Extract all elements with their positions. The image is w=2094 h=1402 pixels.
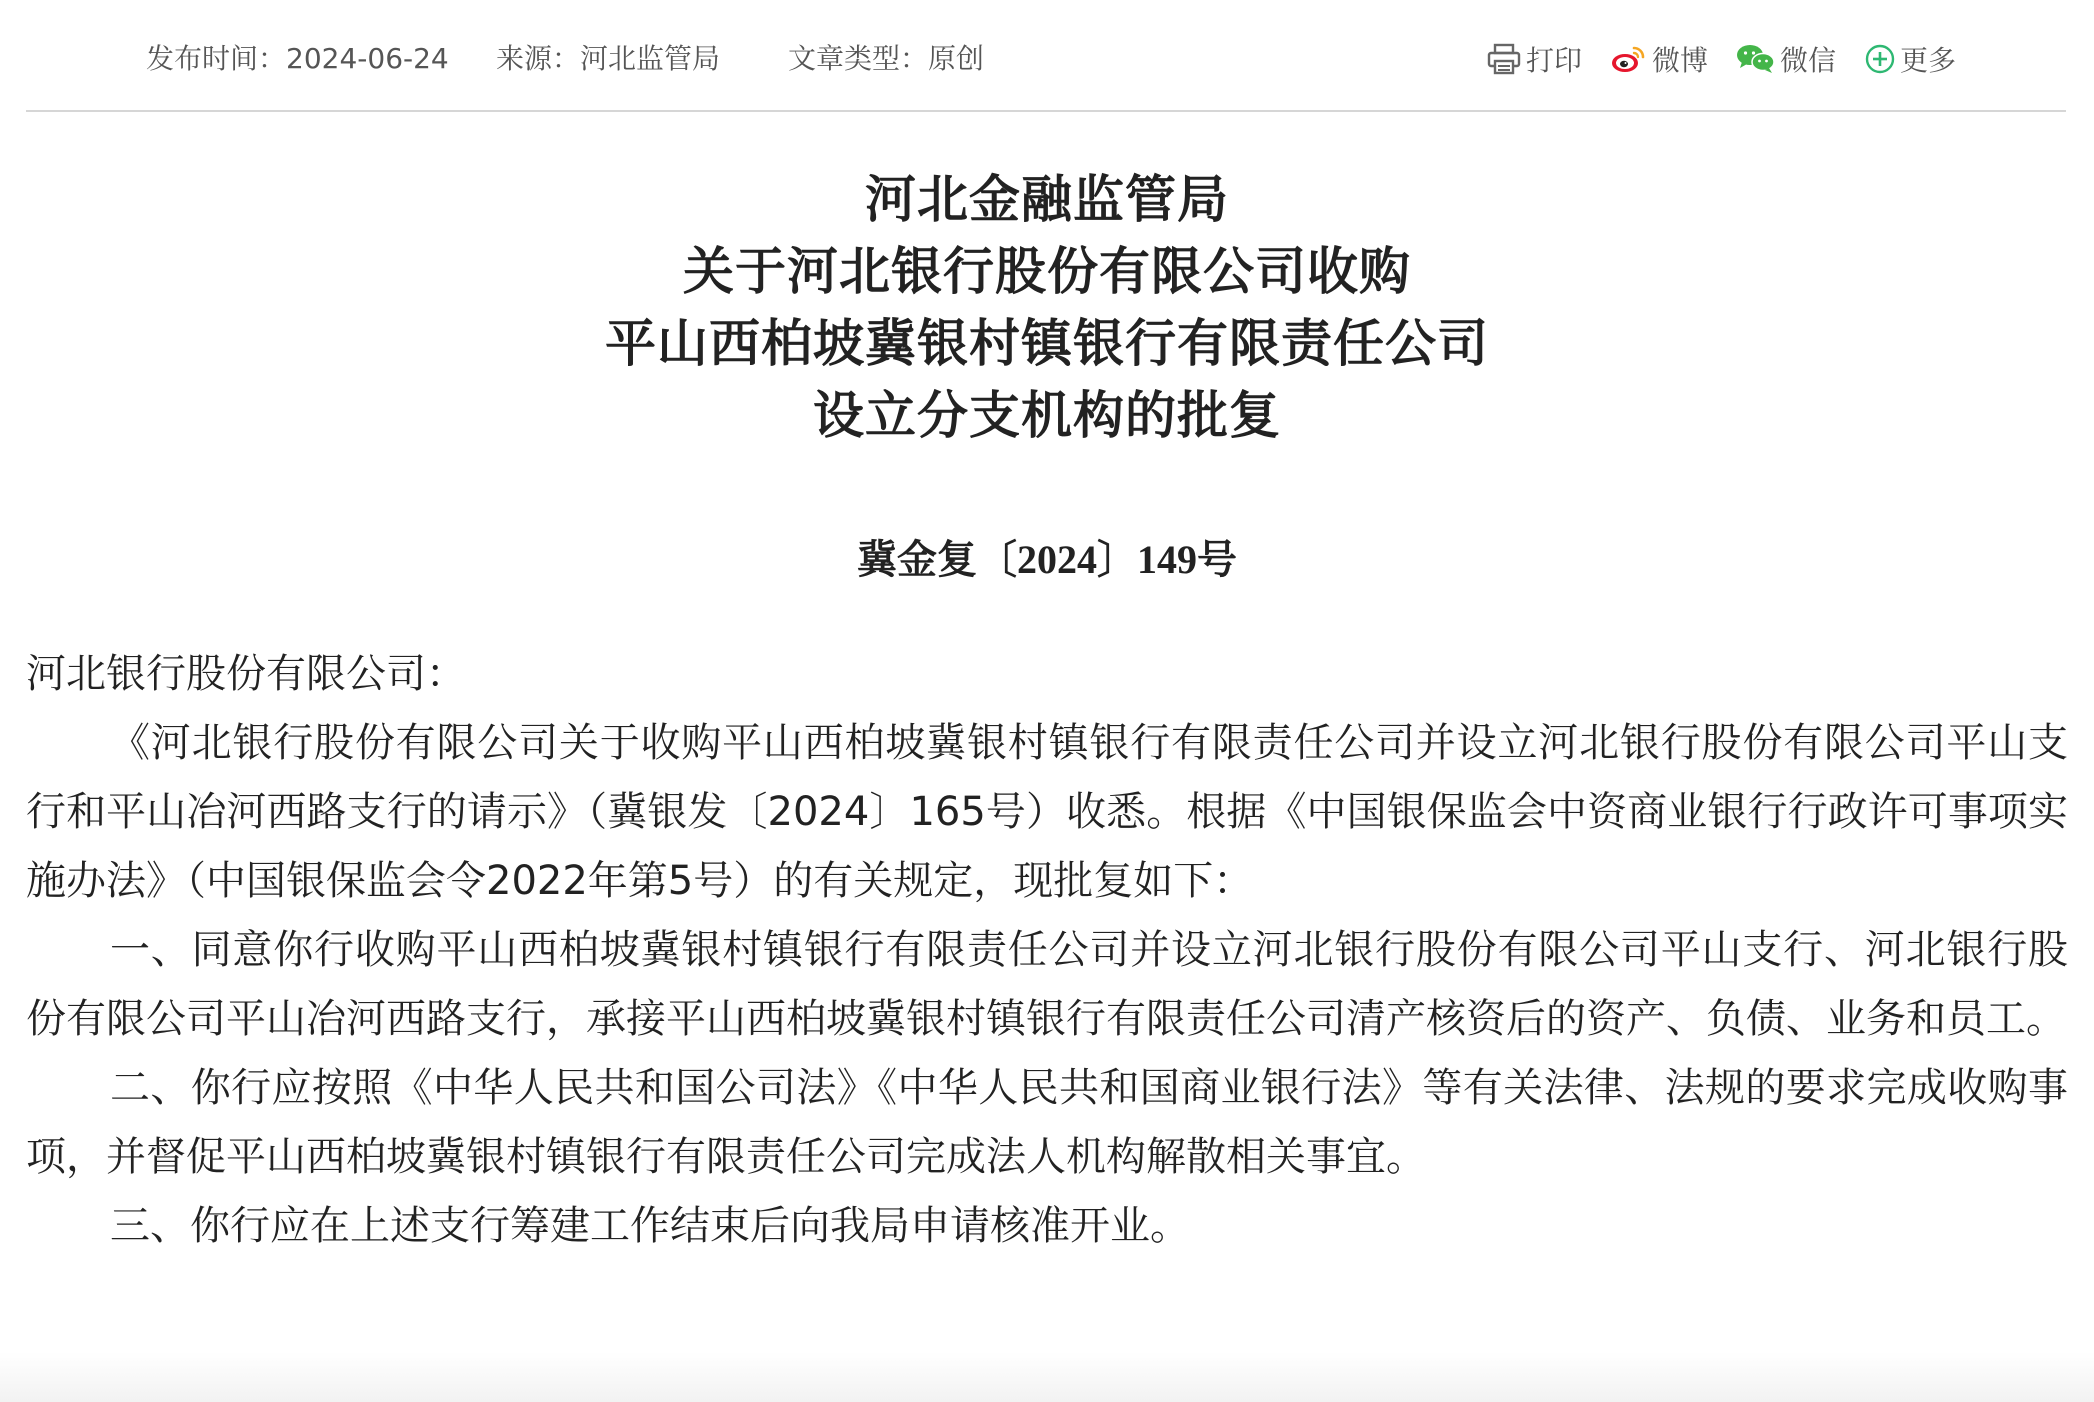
title-line-3: 平山西柏坡冀银村镇银行有限责任公司 <box>604 315 1489 374</box>
body-paragraph: 三、你行应在上述支行筹建工作结束后向我局申请核准开业。 <box>110 1203 1190 1249</box>
wechat-label: 微信 <box>1780 44 1837 77</box>
wechat-icon <box>1736 43 1776 75</box>
print-label: 打印 <box>1526 44 1583 77</box>
article-source <box>496 40 720 78</box>
document-number: 冀金复〔2024〕149号 <box>857 537 1237 582</box>
article-type-label: 文章类型： <box>788 42 929 75</box>
article-source-value: 河北监管局 <box>580 42 721 75</box>
title-line-1: 河北金融监管局 <box>864 171 1229 230</box>
article-title <box>0 165 2094 453</box>
share-toolbar <box>1486 38 1956 80</box>
article-type <box>788 40 984 78</box>
title-line-2: 关于河北银行股份有限公司收购 <box>682 243 1411 302</box>
publish-date-value: 2024-06-24 <box>286 42 449 75</box>
weibo-icon <box>1610 43 1648 75</box>
wechat-share-button[interactable] <box>1736 39 1836 79</box>
title-line-4: 设立分支机构的批复 <box>812 387 1281 446</box>
salutation: 河北银行股份有限公司： <box>26 651 466 697</box>
page-bottom-edge <box>0 1352 2094 1402</box>
more-share-button[interactable] <box>1864 39 1956 79</box>
body-paragraph: 二、你行应按照《中华人民共和国公司法》《中华人民共和国商业银行法》等有关法律、法规的要求完成收购事项，并督促平山西柏坡冀银村镇银行有限责任公司完成法人机构解散相关事宜。 <box>26 1065 2068 1180</box>
body-paragraph: 《河北银行股份有限公司关于收购平山西柏坡冀银村镇银行有限责任公司并设立河北银行股份有限公司平山支行和平山冶河西路支行的请示》（冀银发〔2024〕165号）收悉。根据《中国银保监会中资商业银行行政许可事项实施办法》（中国银保监会令2022年第5号）的有关规定，现批复如下： <box>26 720 2068 904</box>
article-body <box>26 640 2068 1261</box>
print-button[interactable] <box>1486 39 1582 79</box>
more-label: 更多 <box>1900 44 1957 77</box>
plus-circle-icon <box>1864 43 1896 75</box>
weibo-label: 微博 <box>1652 44 1709 77</box>
publish-date-label: 发布时间： <box>146 42 287 75</box>
article-source-label: 来源： <box>496 42 581 75</box>
weibo-share-button[interactable] <box>1610 39 1708 79</box>
article-type-value: 原创 <box>928 42 985 75</box>
printer-icon <box>1486 43 1522 75</box>
body-paragraph: 一、同意你行收购平山西柏坡冀银村镇银行有限责任公司并设立河北银行股份有限公司平山支行、河北银行股份有限公司平山冶河西路支行，承接平山西柏坡冀银村镇银行有限责任公司清产核资后的资产、负债、业务和员工。 <box>26 927 2068 1042</box>
publish-date <box>146 40 449 78</box>
article-meta-bar <box>26 0 2066 112</box>
